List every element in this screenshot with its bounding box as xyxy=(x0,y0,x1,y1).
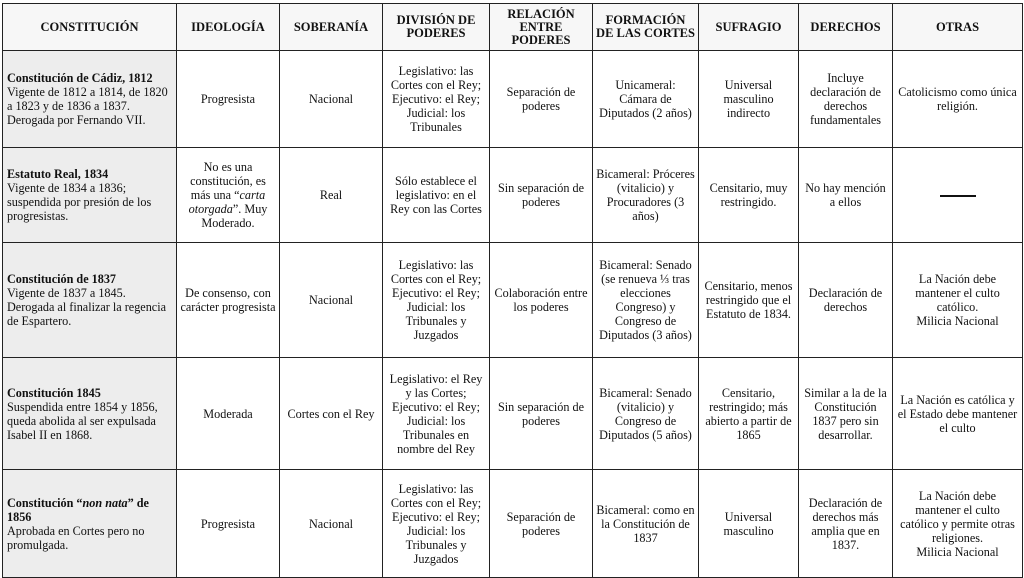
otras-cell xyxy=(893,243,1023,358)
constitution-description: Aprobada en Cortes pero no promulgada. xyxy=(7,523,145,552)
division-cell: Legislativo: las Cortes con el Rey; Ejecutivo: el Rey; Judicial: los Tribunales y Juzgados xyxy=(383,470,490,578)
derechos-cell: Incluye declaración de derechos fundamentales xyxy=(799,51,893,148)
relacion-cell: Sin separación de poderes xyxy=(490,148,593,243)
table-row xyxy=(3,51,1023,148)
formacion-cell: Bicameral: Próceres (vitalicio) y Procuradores (3 años) xyxy=(593,148,699,243)
constitution-description: Vigente de 1834 a 1836; suspendida por presión de los progresistas. xyxy=(7,181,152,223)
sufragio-cell: Censitario, restringido; más abierto a partir de 1865 xyxy=(699,358,799,470)
formacion-cell: Unicameral: Cámara de Diputados (2 años) xyxy=(593,51,699,148)
ideologia-cell xyxy=(177,148,280,243)
header-division: DIVISIÓN DE PODERES xyxy=(383,4,490,51)
constitution-title: Estatuto Real, 1834 xyxy=(7,167,109,181)
ideologia-cell: De consenso, con carácter progresista xyxy=(177,243,280,358)
ideologia-text-italic: carta otorgada xyxy=(188,188,266,216)
otras-text: La Nación debe mantener el culto católico y permite otras religiones. xyxy=(900,488,1015,545)
formacion-cell: Bicameral: Senado (vitalicio) y Congreso de Diputados (5 años) xyxy=(593,358,699,470)
header-ideologia: IDEOLOGÍA xyxy=(177,4,280,51)
constitution-description: Vigente de 1812 a 1814, de 1820 a 1823 y de 1836 a 1837. Derogada por Fernando VII. xyxy=(7,85,168,127)
header-derechos: DERECHOS xyxy=(799,4,893,51)
otras-cell: Catolicismo como única religión. xyxy=(893,51,1023,148)
formacion-cell: Bicameral: como en la Constitución de 1837 xyxy=(593,470,699,578)
constitucion-cell xyxy=(3,243,177,358)
constitution-title: Constitución de Cádiz, 1812 xyxy=(7,71,153,85)
derechos-cell: Similar a la de la Constitución 1837 pero sin desarrollar. xyxy=(799,358,893,470)
otras-cell: La Nación es católica y el Estado debe mantener el culto xyxy=(893,358,1023,470)
ideologia-cell: Progresista xyxy=(177,470,280,578)
table-row xyxy=(3,148,1023,243)
constitucion-cell xyxy=(3,470,177,578)
header-soberania: SOBERANÍA xyxy=(280,4,383,51)
soberania-cell: Nacional xyxy=(280,51,383,148)
constitution-description: Suspendida entre 1854 y 1856, queda abolida al ser expulsada Isabel II en 1868. xyxy=(7,399,158,442)
ideologia-text-a: No es una constitución, es más una “ xyxy=(190,160,266,202)
division-cell: Legislativo: las Cortes con el Rey; Ejecutivo: el Rey; Judicial: los Tribunales xyxy=(383,51,490,148)
derechos-cell: Declaración de derechos más amplia que en 1837. xyxy=(799,470,893,578)
header-row xyxy=(3,4,1023,51)
derechos-cell: Declaración de derechos xyxy=(799,243,893,358)
constitutions-table xyxy=(2,3,1023,578)
otras-cell xyxy=(893,148,1023,243)
soberania-cell: Real xyxy=(280,148,383,243)
sufragio-cell: Universal masculino xyxy=(699,470,799,578)
dash-line xyxy=(940,195,976,197)
sufragio-cell: Censitario, muy restringido. xyxy=(699,148,799,243)
derechos-cell: No hay mención a ellos xyxy=(799,148,893,243)
constitution-title: Constitución de 1837 xyxy=(7,272,117,286)
table-row xyxy=(3,243,1023,358)
header-otras: OTRAS xyxy=(893,4,1023,51)
title-part-c: ” de 1856 xyxy=(7,495,149,524)
division-cell: Legislativo: las Cortes con el Rey; Ejecutivo: el Rey; Judicial: los Tribunales y Juzgados xyxy=(383,243,490,358)
constitucion-cell xyxy=(3,148,177,243)
relacion-cell: Separación de poderes xyxy=(490,51,593,148)
ideologia-text-c: ”. Muy Moderado. xyxy=(201,202,268,230)
header-relacion: RELACIÓN ENTRE PODERES xyxy=(490,4,593,51)
header-formacion: FORMACIÓN DE LAS CORTES xyxy=(593,4,699,51)
soberania-cell: Cortes con el Rey xyxy=(280,358,383,470)
sufragio-cell: Censitario, menos restringido que el Estatuto de 1834. xyxy=(699,243,799,358)
relacion-cell: Colaboración entre los poderes xyxy=(490,243,593,358)
otras-text-2: Milicia Nacional xyxy=(916,544,999,559)
otras-cell xyxy=(893,470,1023,578)
soberania-cell: Nacional xyxy=(280,243,383,358)
table-row xyxy=(3,470,1023,578)
division-cell: Legislativo: el Rey y las Cortes; Ejecutivo: el Rey; Judicial: los Tribunales en nombre del Rey xyxy=(383,358,490,470)
sufragio-cell: Universal masculino indirecto xyxy=(699,51,799,148)
formacion-cell: Bicameral: Senado (se renueva ⅓ tras elecciones Congreso) y Congreso de Diputados (3 años) xyxy=(593,243,699,358)
constitucion-cell xyxy=(3,358,177,470)
division-cell: Sólo establece el legislativo: en el Rey con las Cortes xyxy=(383,148,490,243)
title-part-italic: non nata xyxy=(82,495,128,510)
constitution-title xyxy=(7,496,173,524)
otras-text-2: Milicia Nacional xyxy=(916,314,999,328)
otras-text: La Nación debe mantener el culto católico. xyxy=(915,272,1000,314)
constitucion-cell xyxy=(3,51,177,148)
relacion-cell: Sin separación de poderes xyxy=(490,358,593,470)
header-sufragio: SUFRAGIO xyxy=(699,4,799,51)
table-row xyxy=(3,358,1023,470)
ideologia-cell: Progresista xyxy=(177,51,280,148)
title-part-a: Constitución “ xyxy=(7,495,83,510)
header-constitucion: CONSTITUCIÓN xyxy=(3,4,177,51)
ideologia-cell: Moderada xyxy=(177,358,280,470)
relacion-cell: Separación de poderes xyxy=(490,470,593,578)
soberania-cell: Nacional xyxy=(280,470,383,578)
constitution-title: Constitución 1845 xyxy=(7,385,101,400)
constitution-description: Vigente de 1837 a 1845. Derogada al finalizar la regencia de Espartero. xyxy=(7,286,167,328)
